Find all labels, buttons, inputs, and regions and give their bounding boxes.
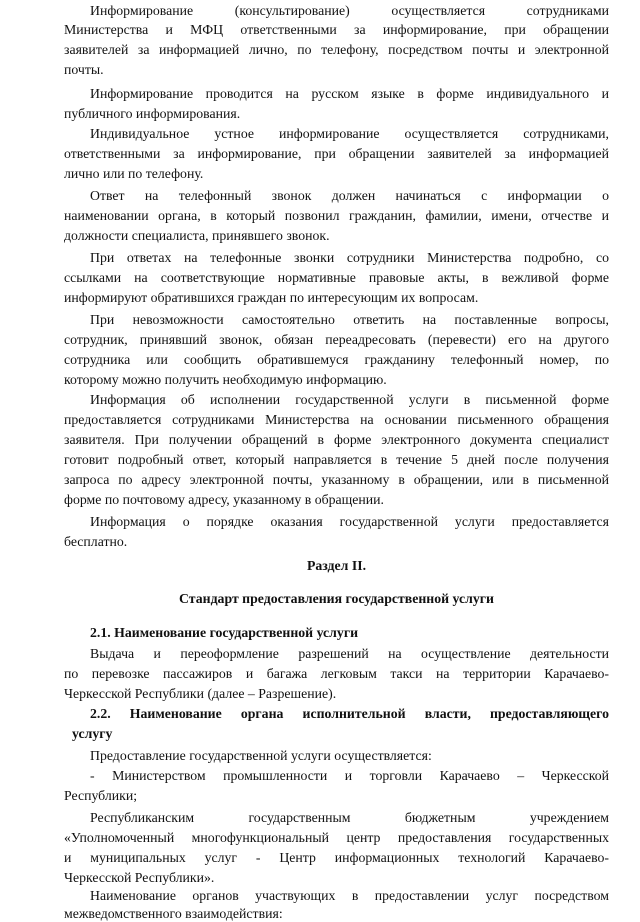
- text-line: Информирование (консультирование) осуществляется сотрудниками: [90, 3, 609, 18]
- text-line: по перевозке пассажиров и багажа легковым такси на территории Карачаево-: [64, 666, 609, 681]
- text-line: Ответ на телефонный звонок должен начинаться с информации о: [90, 188, 609, 203]
- text-line: «Уполномоченный многофункциональный центр предоставления государственных: [64, 830, 609, 845]
- text-line: наименовании органа, в который позвонил гражданин, фамилии, имени, отчестве и: [64, 208, 609, 223]
- section-title: Стандарт предоставления государственной услуги: [179, 591, 494, 606]
- text-line: форме по почтовому адресу, указанному в обращении.: [64, 492, 384, 507]
- text-line: сотрудника или сообщить обратившемуся гражданину телефонный номер, по: [64, 352, 609, 367]
- text-line: Черкесской Республики».: [64, 870, 215, 885]
- text-line: Информация об исполнении государственной услуги в письменной форме: [90, 392, 609, 407]
- text-line: должности специалиста, принявшего звонок.: [64, 228, 330, 243]
- text-line: Предоставление государственной услуги осуществляется:: [90, 748, 432, 763]
- text-line: лично или по телефону.: [64, 166, 204, 181]
- text-line: почты.: [64, 62, 104, 77]
- text-line: При невозможности самостоятельно ответить на поставленные вопросы,: [90, 312, 609, 327]
- text-line: ответственными за информирование, при обращении заявителей за информацией: [64, 146, 609, 161]
- text-line: Наименование органов участвующих в предоставлении услуг посредством: [90, 888, 609, 903]
- text-line: предоставляется сотрудниками Министерства на основании письменного обращения: [64, 412, 609, 427]
- text-line: При ответах на телефонные звонки сотрудники Министерства подробно, со: [90, 250, 609, 265]
- text-line: межведомственного взаимодействия:: [64, 906, 283, 921]
- text-line: запроса по адресу электронной почты, указанному в обращении, или в письменной: [64, 472, 609, 487]
- subsection-heading: 2.2. Наименование органа исполнительной власти, предоставляющего: [90, 706, 609, 721]
- subsection-heading: услугу: [72, 726, 113, 741]
- text-line: готовит подробный ответ, который направляется в течение 5 дней после получения: [64, 452, 609, 467]
- text-line: Индивидуальное устное информирование осуществляется сотрудниками,: [90, 126, 609, 141]
- text-line: Министерства и МФЦ ответственными за информирование, при обращении: [64, 22, 609, 37]
- text-line: заявителей за информацией лично, по телефону, посредством почты и электронной: [64, 42, 609, 57]
- list-item: - Министерством промышленности и торговли Карачаево – Черкесской: [90, 768, 609, 783]
- text-line: Черкесской Республики (далее – Разрешение).: [64, 686, 337, 701]
- text-line: информируют обратившихся граждан по интересующим их вопросам.: [64, 290, 479, 305]
- text-line: Информирование проводится на русском языке в форме индивидуального и: [90, 86, 609, 101]
- text-line: которому можно получить необходимую информацию.: [64, 372, 387, 387]
- subsection-heading: 2.1. Наименование государственной услуги: [90, 625, 359, 640]
- text-line: сотрудник, принявший звонок, обязан переадресовать (перевести) его на другого: [64, 332, 609, 347]
- section-heading: Раздел II.: [306, 558, 367, 573]
- text-line: ссылками на соответствующие нормативные правовые акты, в вежливой форме: [64, 270, 609, 285]
- text-line: заявителя. При получении обращений в форме электронного документа специалист: [64, 432, 609, 447]
- text-line: публичного информирования.: [64, 106, 241, 121]
- text-line: Выдача и переоформление разрешений на осуществление деятельности: [90, 646, 609, 661]
- text-line: и муниципальных услуг - Центр информационных технологий Карачаево-: [64, 850, 609, 865]
- text-line: Информация о порядке оказания государственной услуги предоставляется: [90, 514, 609, 529]
- text-line: бесплатно.: [64, 534, 128, 549]
- text-line: Республиканским государственным бюджетным учреждением: [90, 810, 609, 825]
- text-line: Республики;: [64, 788, 138, 803]
